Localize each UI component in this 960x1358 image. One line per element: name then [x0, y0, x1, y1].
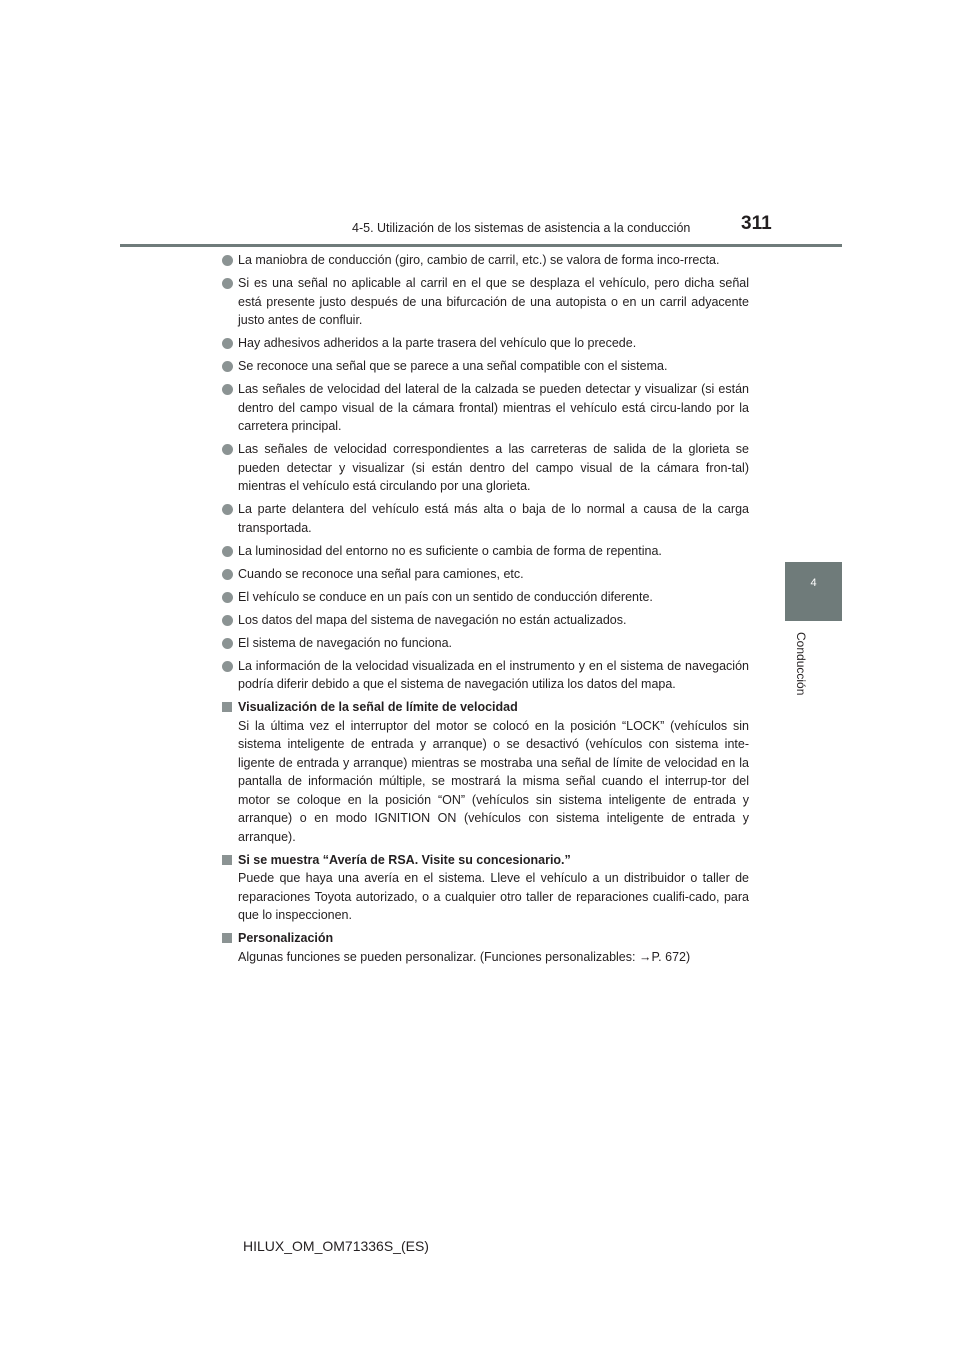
bullet-icon: [222, 384, 233, 395]
square-bullet-icon: [222, 933, 232, 943]
section-rsa-fault: [222, 851, 749, 925]
section-body: Si la última vez el interruptor del motor se colocó en la posición “LOCK” (vehículos sin sistema inteligente de entrada y arranque) o se desactivó (vehículos con sistema inte-ligente de entrada y arranque) mientras se mostraba una señal de límite de velocidad en la pantalla de información múltiple, se mostrará la misma señal cuando el interrup-tor del motor se coloque en la posición “ON” (vehículos sin sistema inteligente de entrada y arranque) o en modo IGNITION ON (vehículos con sistema inteligente de entrada y arranque).: [238, 718, 749, 844]
conditions-list: [222, 251, 749, 694]
page-content: [222, 251, 749, 971]
list-item: Hay adhesivos adheridos a la parte trasera del vehículo que lo precede.: [222, 334, 749, 353]
section-heading: Si se muestra “Avería de RSA. Visite su concesionario.”: [222, 851, 749, 870]
header-divider: [120, 244, 842, 247]
bullet-icon: [222, 661, 233, 672]
chapter-tab: [785, 562, 842, 621]
section-heading: Visualización de la señal de límite de velocidad: [222, 698, 749, 717]
header-section-title: 4-5. Utilización de los sistemas de asistencia a la conducción: [352, 221, 691, 235]
list-item: La maniobra de conducción (giro, cambio de carril, etc.) se valora de forma inco-rrecta.: [222, 251, 749, 270]
bullet-icon: [222, 278, 233, 289]
section-customization: [222, 929, 749, 966]
list-item: La luminosidad del entorno no es suficiente o cambia de forma de repentina.: [222, 542, 749, 561]
bullet-icon: [222, 569, 233, 580]
bullet-icon: [222, 338, 233, 349]
bullet-icon: [222, 592, 233, 603]
bullet-icon: [222, 638, 233, 649]
section-body: Puede que haya una avería en el sistema. Lleve el vehículo a un distribuidor o taller de reparaciones Toyota autorizado, o a cualquier otro taller de reparaciones cualifi-cado, para que lo inspeccionen.: [238, 871, 749, 922]
list-item: Los datos del mapa del sistema de navegación no están actualizados.: [222, 611, 749, 630]
bullet-icon: [222, 615, 233, 626]
bullet-icon: [222, 361, 233, 372]
list-item: El sistema de navegación no funciona.: [222, 634, 749, 653]
list-item: El vehículo se conduce en un país con un sentido de conducción diferente.: [222, 588, 749, 607]
page-number: 311: [741, 213, 772, 234]
bullet-icon: [222, 255, 233, 266]
square-bullet-icon: [222, 855, 232, 865]
bullet-icon: [222, 546, 233, 557]
section-body: Algunas funciones se pueden personalizar. (Funciones personalizables: →P. 672): [238, 949, 691, 964]
section-heading: Personalización: [222, 929, 749, 948]
document-code: HILUX_OM_OM71336S_(ES): [243, 1238, 429, 1254]
list-item: Las señales de velocidad correspondientes a las carreteras de salida de la glorieta se pueden detectar y visualizar (si están dentro del campo visual de la cámara fron-tal) mientras el vehículo está circulando por una glorieta.: [222, 440, 749, 496]
list-item: Se reconoce una señal que se parece a una señal compatible con el sistema.: [222, 357, 749, 376]
list-item: Las señales de velocidad del lateral de la calzada se pueden detectar y visualizar (si están dentro del campo visual de la cámara frontal) mientras el vehículo está circu-lando por la carretera principal.: [222, 380, 749, 436]
bullet-icon: [222, 504, 233, 515]
section-speed-limit-display: [222, 698, 749, 846]
chapter-number: 4: [810, 577, 817, 589]
list-item: La parte delantera del vehículo está más alta o baja de lo normal a causa de la carga transportada.: [222, 500, 749, 537]
list-item: La información de la velocidad visualizada en el instrumento y en el sistema de navegación podría diferir debido a que el sistema de navegación utiliza los datos del mapa.: [222, 657, 749, 694]
list-item: Cuando se reconoce una señal para camiones, etc.: [222, 565, 749, 584]
list-item: Si es una señal no aplicable al carril en el que se desplaza el vehículo, pero dicha señal está presente justo después de una bifurcación de una autopista o en un carril adyacente justo antes de confluir.: [222, 274, 749, 330]
chapter-label: Conducción: [794, 632, 808, 696]
square-bullet-icon: [222, 702, 232, 712]
bullet-icon: [222, 444, 233, 455]
